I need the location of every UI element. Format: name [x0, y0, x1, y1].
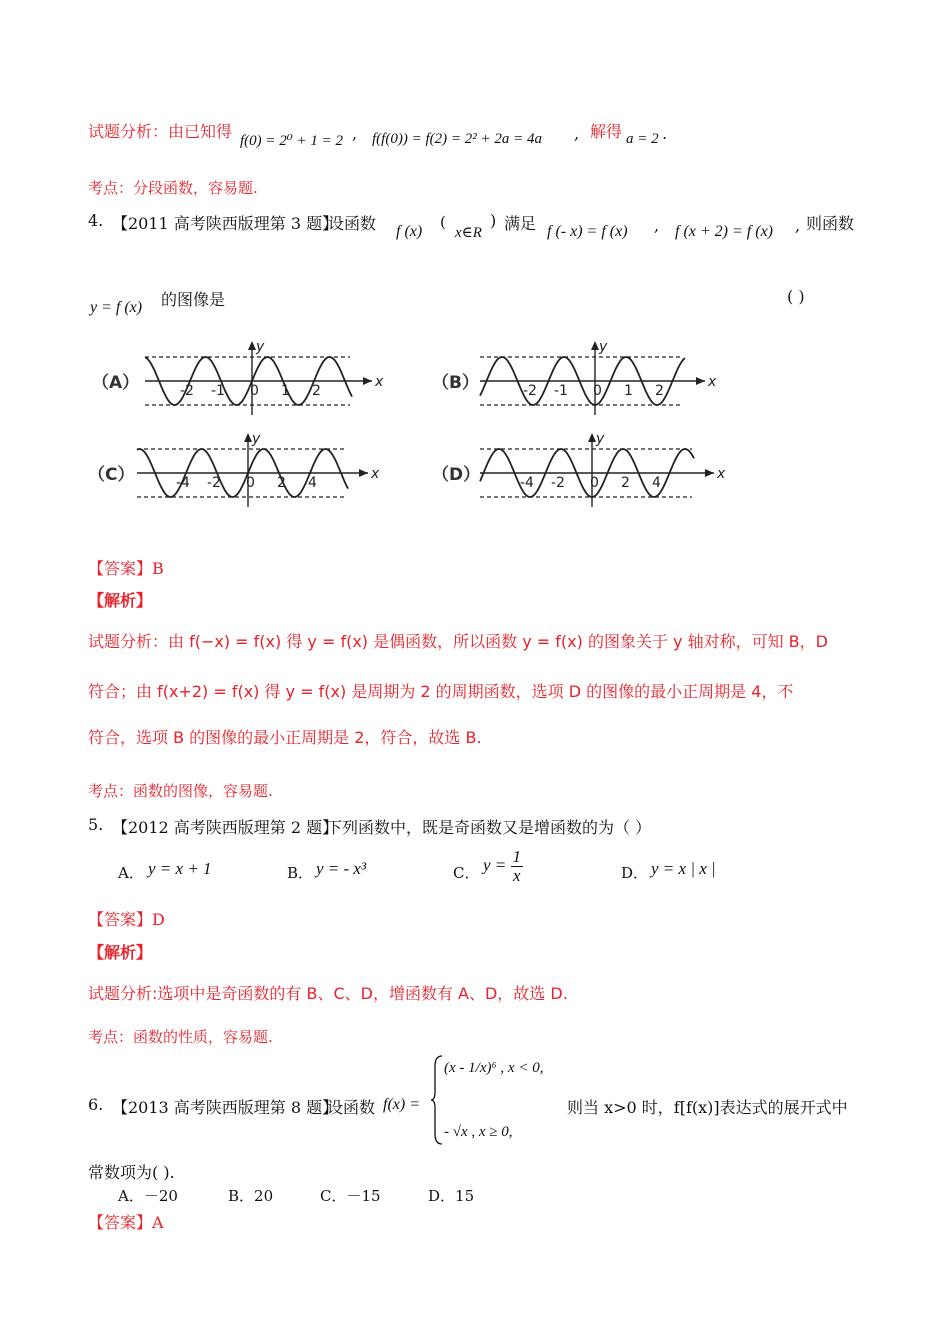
y-axis-label: y: [599, 339, 608, 355]
q6-brace: [430, 1054, 444, 1146]
q4-fx: f (x): [396, 223, 423, 240]
x-axis-label: x: [717, 466, 726, 482]
tick-label: -1: [211, 383, 225, 399]
q6-text-1: 设函数: [327, 1098, 376, 1117]
y-axis-arrow-icon: [588, 433, 596, 442]
q4-graph-a: [92, 339, 384, 415]
q4-graph-d: [432, 431, 726, 507]
q5-analysis: 试题分析:选项中是奇函数的有 B、C、D，增函数有 A、D，故选 D.: [88, 984, 568, 1003]
q4-text-1: 设函数: [328, 214, 377, 233]
q6-option-b: B．20: [228, 1187, 274, 1205]
q4-yfx: y = f (x): [90, 299, 143, 316]
y-axis-arrow-icon: [244, 433, 252, 442]
x-axis-arrow-icon: [359, 469, 368, 477]
q5-number: 5.: [88, 815, 104, 834]
q3-formula-2: f(f(0)) = f(2) = 2² + 2a = 4a: [372, 131, 542, 147]
tick-label: -4: [176, 475, 190, 491]
q6-option-c: C．－15: [320, 1187, 381, 1205]
q4-paren-left: (: [440, 213, 446, 231]
q4-answer: 【答案】B: [88, 559, 164, 578]
tick-label: 1: [624, 383, 633, 399]
y-axis-label: y: [596, 431, 605, 447]
tick-label: -4: [520, 475, 534, 491]
q4-graph-a-label: （A）: [92, 373, 140, 393]
q5-option-c-letter: C．: [453, 864, 480, 882]
tick-label: 2: [312, 383, 321, 399]
x-axis-arrow-icon: [696, 377, 705, 385]
y-axis-arrow-icon: [591, 341, 599, 350]
tick-label: 0: [590, 475, 599, 491]
q4-graph-c: [88, 431, 380, 507]
q4-analysis-line-3: 符合，选项 B 的图像的最小正周期是 2，符合，故选 B.: [88, 728, 482, 747]
q4-number: 4.: [88, 211, 104, 230]
q3-comma-1: ,: [352, 124, 358, 143]
q6-case-1: (x - 1/x)⁶ , x < 0,: [444, 1060, 544, 1076]
q4-paren-right: ): [490, 211, 497, 230]
tick-label: 2: [621, 475, 630, 491]
q4-text-2: 则函数: [806, 214, 855, 233]
x-axis-arrow-icon: [705, 469, 714, 477]
tick-label: 4: [652, 475, 661, 491]
q4-answer-paren: ( ): [787, 287, 805, 306]
q3-solve-label: 解得: [590, 122, 623, 141]
q5-option-d-letter: D．: [621, 864, 649, 882]
q5-option-a-letter: A．: [118, 864, 144, 882]
tick-label: 0: [593, 383, 602, 399]
q4-domain: x∈R: [455, 225, 482, 241]
q6-answer: 【答案】A: [88, 1213, 164, 1232]
y-axis-label: y: [252, 431, 261, 447]
q5-option-b: y = - x³: [316, 859, 367, 878]
q4-satisfy: 满足: [504, 214, 537, 233]
x-axis-arrow-icon: [363, 377, 372, 385]
q4-graph-b: [432, 339, 717, 415]
q5-option-b-letter: B．: [287, 864, 314, 882]
q4-graph-panel: [0, 0, 950, 560]
q3-kaodian: 考点：分段函数，容易题.: [88, 179, 258, 197]
q6-option-a: A．－20: [118, 1187, 178, 1205]
x-axis-label: x: [375, 374, 384, 390]
tick-label: -2: [207, 475, 221, 491]
x-axis-label: x: [708, 374, 717, 390]
q3-analysis-label: 试题分析：由已知得: [88, 122, 233, 141]
tick-label: -2: [551, 475, 565, 491]
q4-source: 【2011 高考陕西版理第 3 题】: [112, 214, 339, 233]
q6-option-d: D．15: [428, 1187, 475, 1205]
tick-label: -2: [523, 383, 537, 399]
q4-comma-1: ,: [654, 216, 660, 235]
q5-option-d: y = x | x |: [651, 859, 716, 878]
q4-condition-1: f (- x) = f (x): [547, 223, 628, 240]
x-axis-label: x: [371, 466, 380, 482]
tick-label: 2: [655, 383, 664, 399]
q4-jiexi: 【解析】: [88, 591, 153, 610]
q5-source: 【2012 高考陕西版理第 2 题】: [112, 818, 339, 837]
q4-analysis-line-2: 符合；由 f(x+2) = f(x) 得 y = f(x) 是周期为 2 的周期函数，选项 D 的图像的最小正周期是 4，不: [88, 682, 794, 701]
q5-jiexi: 【解析】: [88, 943, 153, 962]
q6-text-3: 常数项为( ).: [88, 1163, 175, 1182]
q6-source: 【2013 高考陕西版理第 8 题】: [112, 1098, 339, 1117]
q5-question: 下列函数中，既是奇函数又是增函数的为（ ）: [326, 818, 652, 837]
q3-formula-1: f(0) = 2⁰ + 1 = 2: [240, 133, 344, 149]
q4-graph-c-label: （C）: [88, 465, 135, 485]
q3-comma-2: ,: [574, 124, 580, 143]
y-axis-arrow-icon: [248, 341, 256, 350]
tick-label: -1: [554, 383, 568, 399]
q5-option-a: y = x + 1: [148, 859, 212, 878]
q5-option-c: y = $\frac{1}{x}$: [483, 847, 522, 885]
q5-answer: 【答案】D: [88, 910, 165, 929]
tick-label: 4: [308, 475, 317, 491]
q6-number: 6.: [88, 1095, 104, 1114]
q3-formula-3: a = 2: [626, 131, 659, 147]
tick-label: 0: [246, 475, 255, 491]
q6-fx: f(x) =: [383, 1096, 420, 1113]
q4-graph-d-label: （D）: [432, 465, 481, 485]
q6-text-2: 则当 x>0 时，f[f(x)]表达式的展开式中: [567, 1098, 848, 1117]
q5-kaodian: 考点：函数的性质，容易题.: [88, 1028, 273, 1046]
q4-graph-b-label: （B）: [432, 373, 479, 393]
q4-comma-2: ,: [795, 216, 801, 235]
q4-analysis-line-1: 试题分析：由 f(−x) = f(x) 得 y = f(x) 是偶函数，所以函数 y = f(x) 的图象关于 y 轴对称，可知 B，D: [88, 632, 828, 651]
tick-label: 0: [250, 383, 259, 399]
y-axis-label: y: [256, 339, 265, 355]
q3-period: .: [662, 124, 668, 143]
q4-condition-2: f (x + 2) = f (x): [675, 223, 773, 240]
tick-label: 2: [277, 475, 286, 491]
tick-label: 1: [281, 383, 290, 399]
q6-case-2: - √x , x ≥ 0,: [444, 1124, 513, 1140]
q4-kaodian: 考点：函数的图像，容易题.: [88, 782, 273, 800]
q4-text-3: 的图像是: [161, 290, 226, 309]
tick-label: -2: [180, 383, 194, 399]
